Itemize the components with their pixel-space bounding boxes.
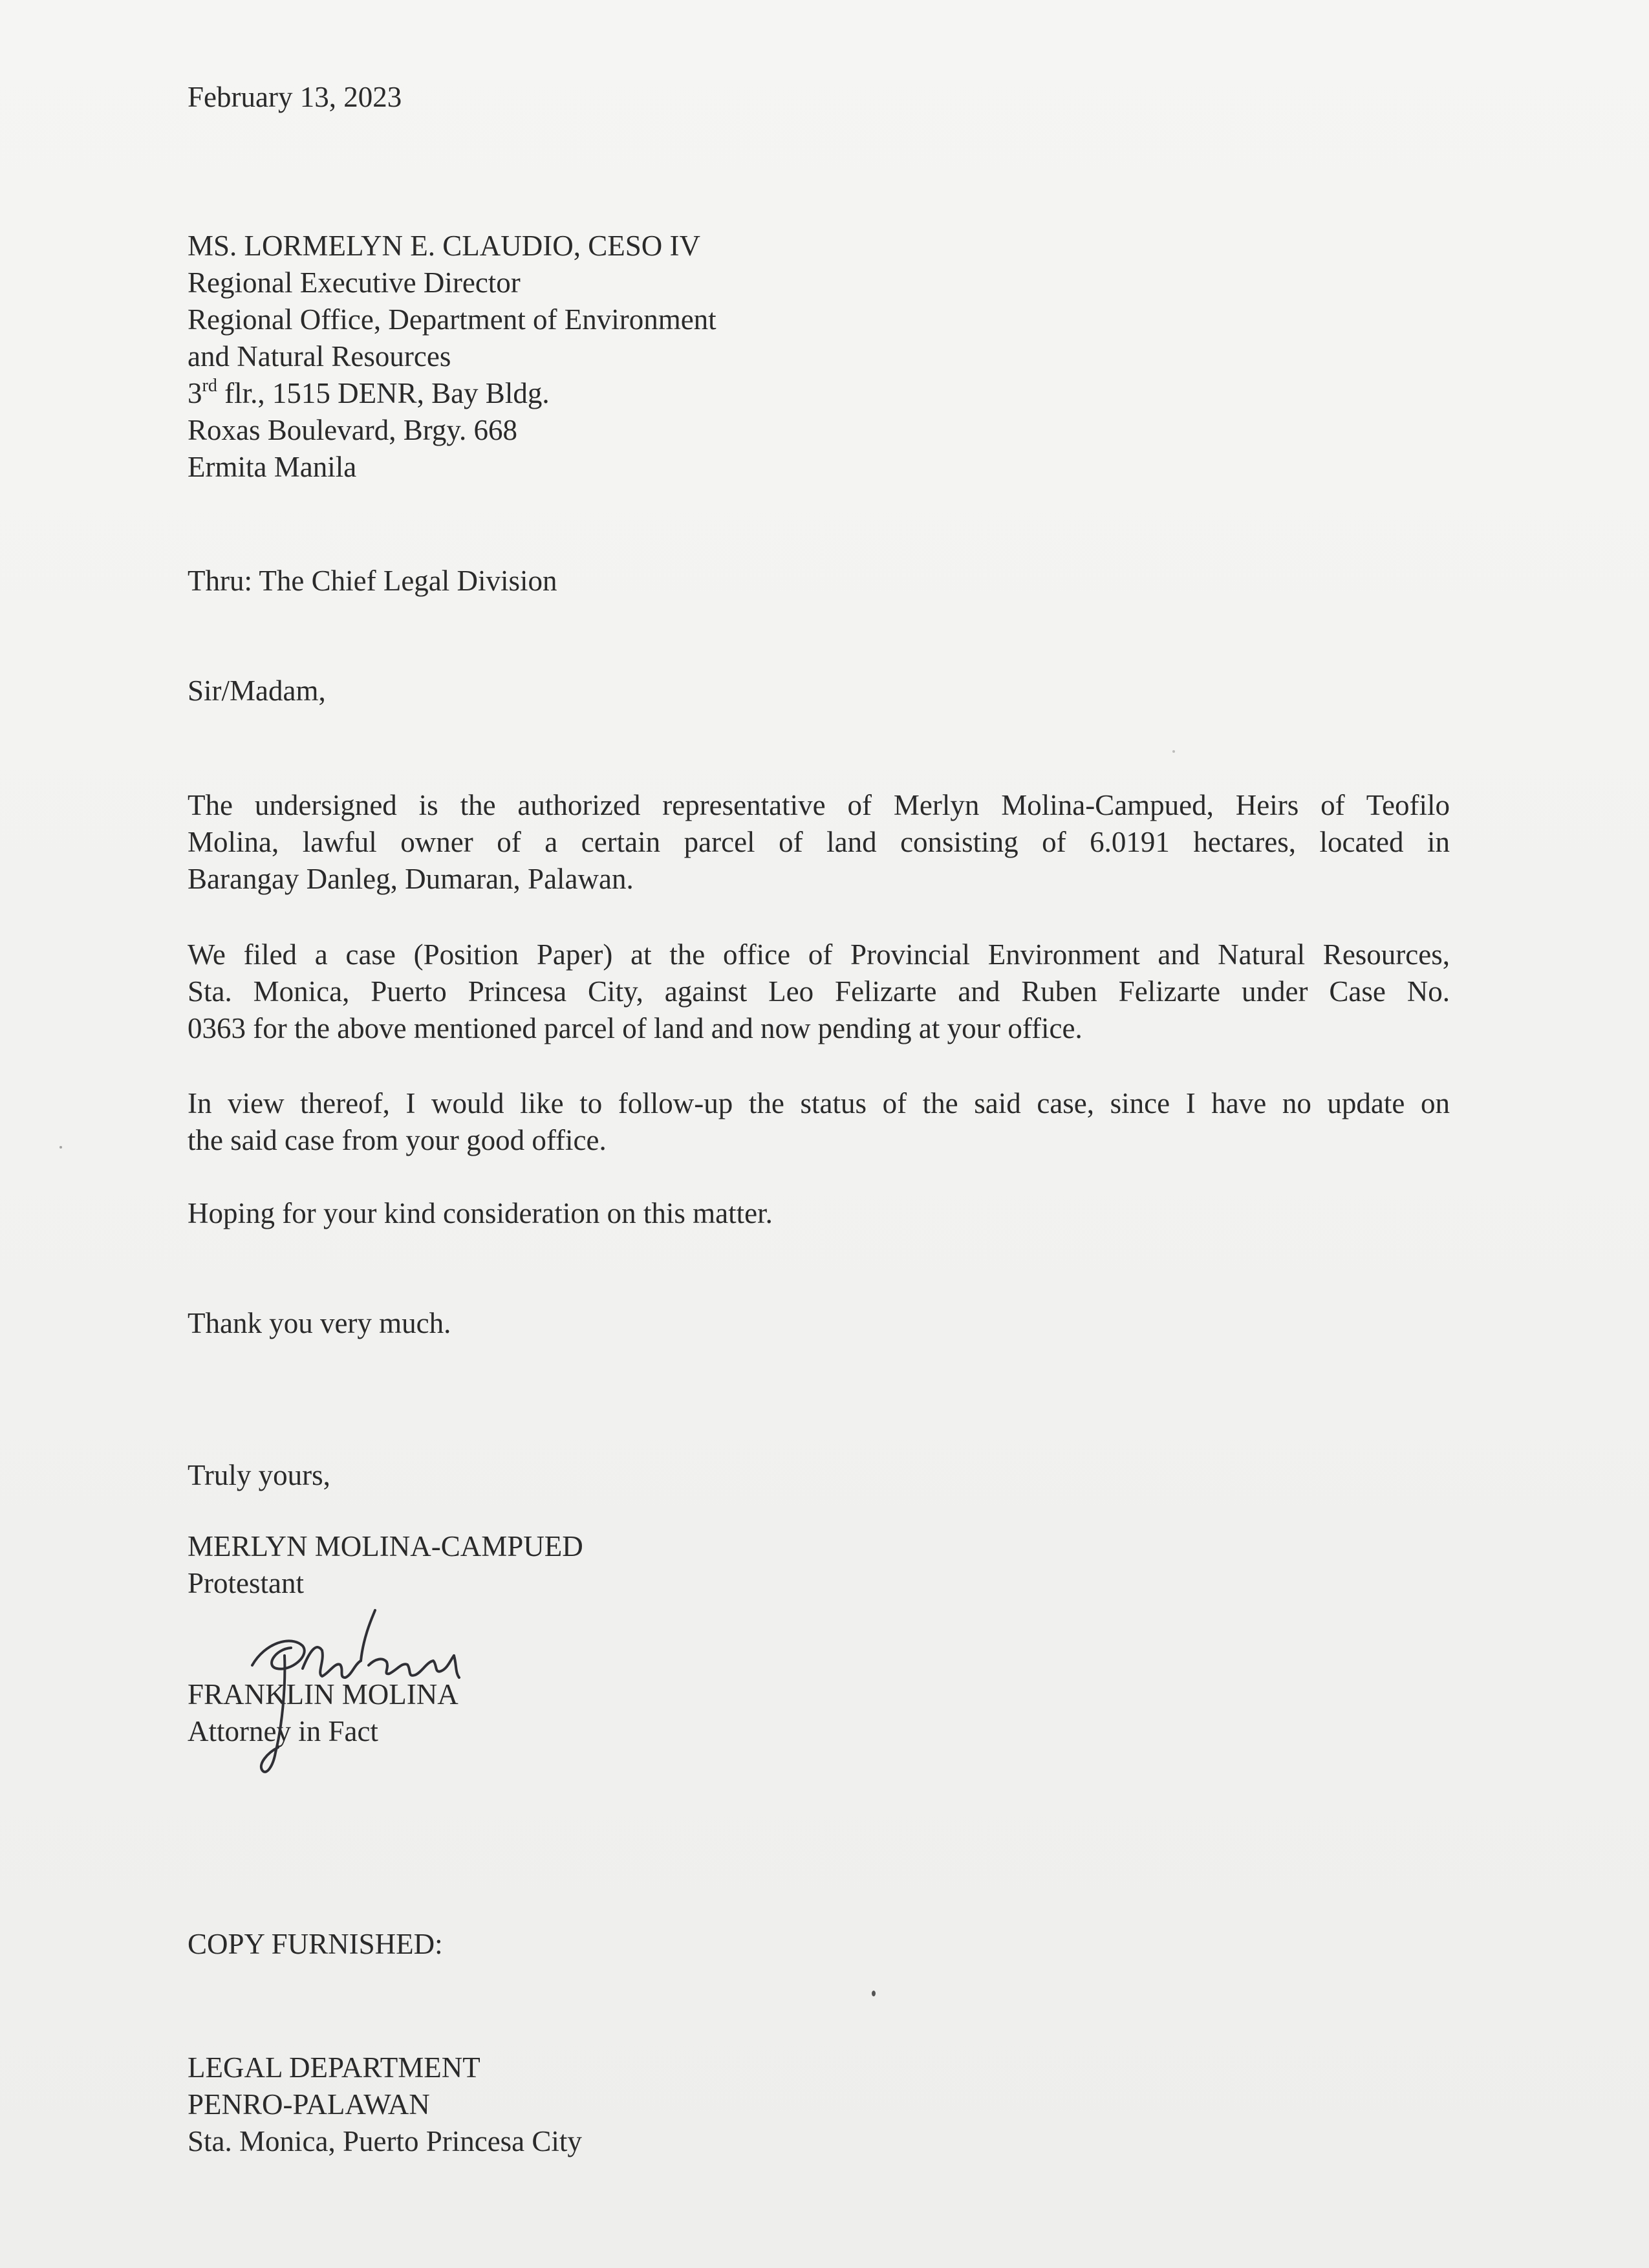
paragraph-line: The undersigned is the authorized representative of Merlyn Molina-Campued, Heirs of Teofilo xyxy=(188,789,1450,821)
agent-role: Attorney in Fact xyxy=(188,1715,378,1747)
addressee-floor xyxy=(188,375,550,412)
paragraph-line: Hoping for your kind consideration on this matter. xyxy=(188,1197,773,1229)
paragraph-line: the said case from your good office. xyxy=(188,1124,607,1156)
salutation: Sir/Madam, xyxy=(188,675,326,707)
floor-rest: flr., 1515 DENR, Bay Bldg. xyxy=(217,377,550,409)
agent-name: FRANKLIN MOLINA xyxy=(188,1678,458,1711)
paper-speck xyxy=(1172,750,1175,753)
addressee-city: Ermita Manila xyxy=(188,451,357,483)
paragraph-line: Sta. Monica, Puerto Princesa City, against Leo Felizarte and Ruben Felizarte under Case No. xyxy=(188,975,1450,1008)
addressee-office-line2: and Natural Resources xyxy=(188,340,451,373)
copy-furnished-line2: PENRO-PALAWAN xyxy=(188,2088,430,2121)
closing-line: Truly yours, xyxy=(188,1459,330,1491)
paragraph-line: In view thereof, I would like to follow-up the status of the said case, since I have no update on xyxy=(188,1087,1450,1119)
body-paragraph-4 xyxy=(188,1195,1450,1232)
paragraph-line: Barangay Danleg, Dumaran, Palawan. xyxy=(188,863,634,895)
body-paragraph-2 xyxy=(188,936,1450,1047)
letter-date: February 13, 2023 xyxy=(188,81,402,113)
paper-speck xyxy=(872,1991,876,1996)
signatory-name: MERLYN MOLINA-CAMPUED xyxy=(188,1530,583,1562)
addressee-title: Regional Executive Director xyxy=(188,266,521,299)
copy-furnished-label: COPY FURNISHED: xyxy=(188,1928,443,1960)
paper-speck xyxy=(59,1146,62,1149)
copy-furnished-line3: Sta. Monica, Puerto Princesa City xyxy=(188,2125,582,2157)
thanks-line: Thank you very much. xyxy=(188,1307,451,1339)
floor-ordinal: 3 xyxy=(188,377,202,409)
paragraph-line: 0363 for the above mentioned parcel of land and now pending at your office. xyxy=(188,1012,1083,1044)
handwritten-signature xyxy=(213,1597,504,1791)
addressee-name: MS. LORMELYN E. CLAUDIO, CESO IV xyxy=(188,230,700,262)
signatory-role: Protestant xyxy=(188,1567,304,1599)
body-paragraph-3 xyxy=(188,1085,1450,1159)
addressee-street: Roxas Boulevard, Brgy. 668 xyxy=(188,414,517,446)
paragraph-line: We filed a case (Position Paper) at the office of Provincial Environment and Natural Resources, xyxy=(188,938,1450,971)
copy-furnished-line1: LEGAL DEPARTMENT xyxy=(188,2051,480,2084)
floor-suffix: rd xyxy=(202,376,217,396)
body-paragraph-1 xyxy=(188,787,1450,898)
thru-line: Thru: The Chief Legal Division xyxy=(188,565,557,597)
addressee-office-line1: Regional Office, Department of Environment xyxy=(188,303,717,336)
paragraph-line: Molina, lawful owner of a certain parcel of land consisting of 6.0191 hectares, located in xyxy=(188,826,1450,858)
